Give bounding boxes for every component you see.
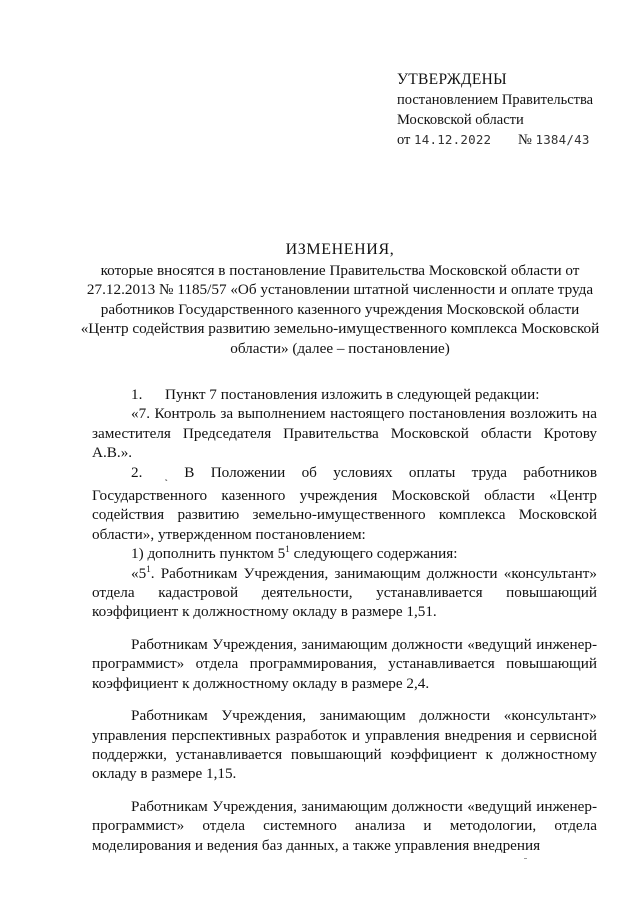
date-prefix: от bbox=[397, 132, 411, 148]
paragraph-3-sup: 1 bbox=[285, 544, 290, 555]
document-title-block bbox=[80, 240, 600, 358]
paragraph-4 bbox=[92, 564, 597, 622]
approval-number: 1384/43 bbox=[535, 132, 590, 147]
approval-date-line bbox=[397, 130, 629, 150]
paragraph-1 bbox=[92, 385, 597, 404]
paragraph-1-number: 1. bbox=[131, 386, 143, 403]
scan-speck bbox=[524, 858, 527, 859]
number-sign: № bbox=[518, 132, 532, 148]
paragraph-4-sup: 1 bbox=[146, 563, 151, 574]
document-body bbox=[92, 385, 597, 855]
paragraph-1-text: Пункт 7 постановления изложить в следующей редакции: bbox=[165, 386, 540, 403]
paragraph-3-tail: следующего содержания: bbox=[289, 545, 458, 563]
paragraph-1-quote: «7. Контроль за выполнением настоящего постановления возложить на заместителя Председателя Правительства Московской области Кротову А.В.». bbox=[92, 405, 597, 462]
paragraph-2 bbox=[92, 463, 597, 545]
approval-heading: УТВЕРЖДЕНЫ bbox=[397, 71, 507, 88]
paragraph-5: Работникам Учреждения, занимающим должности «ведущий инженер-программист» отдела программирования, устанавливается повышающий коэффициент к должностному окладу в размере 2,4. bbox=[92, 635, 597, 692]
document-title: ИЗМЕНЕНИЯ, bbox=[285, 241, 395, 258]
paragraph-6: Работникам Учреждения, занимающим должности «консультант» управления перспективных разработок и управления внедрения и сервисной поддержки, устанавливается повышающий коэффициент к должностному окладу в размере 1,15. bbox=[92, 707, 597, 783]
approval-date: 14.12.2022 bbox=[414, 132, 492, 147]
scan-mark: ˛ bbox=[165, 470, 168, 481]
approval-stamp bbox=[397, 70, 629, 150]
document-subtitle: которые вносятся в постановление Правительства Московской области от 27.12.2013 № 1185/57 «Об установлении штатной численности и оплате труда работников Государственного казенного учреждения Московской области «Центр содействия развитию земельно-имущественного комплекса Московской области» (далее – постановление) bbox=[80, 261, 600, 357]
paragraph-2-text: В Положении об условиях оплаты труда работников Государственного казенного учреждения Московской области «Центр содействия развитию земельно-имущественного комплекса Московской области», утвержденном постановлением: bbox=[92, 463, 597, 543]
paragraph-7: Работникам Учреждения, занимающим должности «ведущий инженер-программист» отдела системного анализа и методологии, отдела моделирования и ведения баз данных, а также управления внедрения bbox=[92, 797, 597, 854]
approval-line-region: Московской области bbox=[397, 112, 524, 128]
approval-number-block bbox=[518, 130, 590, 150]
approval-line-resolution: постановлением Правительства bbox=[397, 92, 594, 108]
paragraph-2-number: 2. bbox=[131, 463, 143, 481]
paragraph-3 bbox=[92, 544, 597, 563]
paragraph-4-text: . Работникам Учреждения, занимающим должности «консультант» отдела кадастровой деятельности, устанавливается повышающий коэффициент к должностному окладу в размере 1,51. bbox=[92, 564, 597, 621]
paragraph-4-lead: «5 bbox=[131, 564, 147, 582]
paragraph-3-text: 1) дополнить пунктом 5 bbox=[131, 545, 286, 563]
